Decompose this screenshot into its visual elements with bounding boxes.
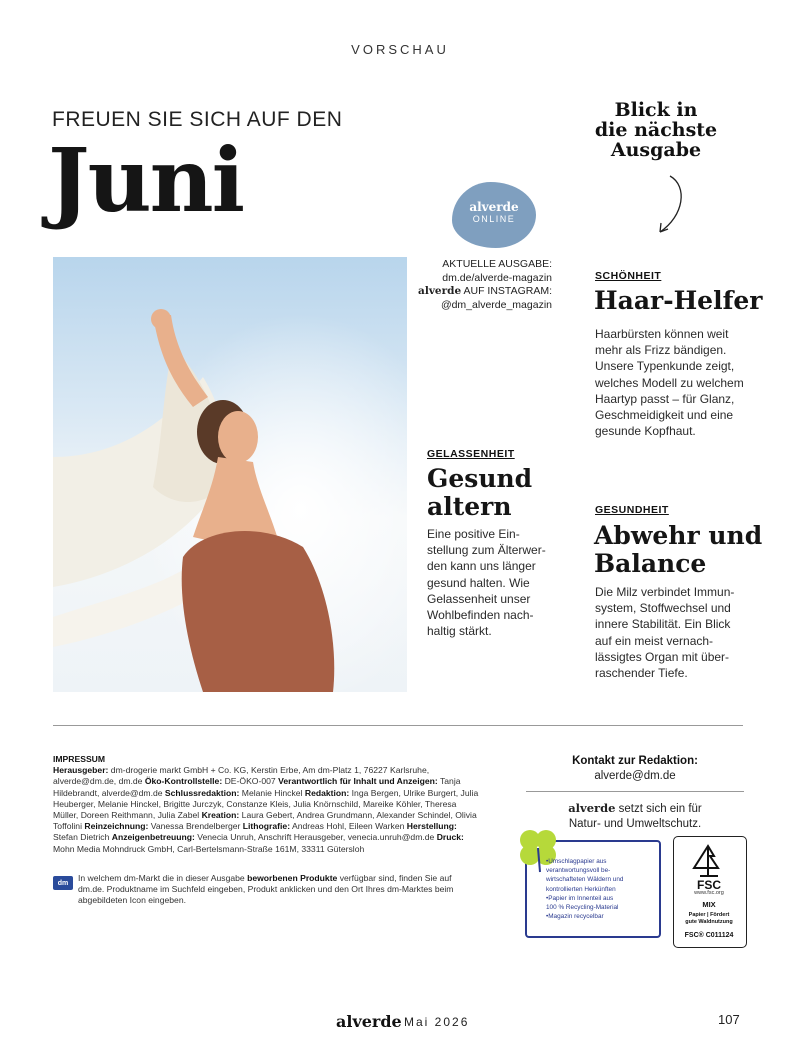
footer-date: Mai 2026 bbox=[404, 1015, 470, 1029]
online-badge-brand: alverde bbox=[469, 200, 519, 214]
label-schlussredaktion: Schlussredaktion: bbox=[164, 787, 240, 798]
instagram-label: AUF INSTAGRAM: bbox=[461, 285, 552, 297]
fsc-code: FSC® C011124 bbox=[684, 932, 734, 939]
body-line: Haarbürsten können weit bbox=[595, 327, 729, 341]
fsc-site: www.fsc.org bbox=[694, 890, 724, 896]
cover-photo bbox=[53, 257, 407, 692]
article-3-title bbox=[594, 522, 762, 578]
article-3-body bbox=[595, 584, 775, 681]
online-line: AKTUELLE AUSGABE: bbox=[442, 258, 552, 270]
eco-label-line: •Umschlagpapier aus bbox=[546, 858, 607, 865]
eco-label-line: wirtschafteten Wäldern und bbox=[546, 876, 624, 884]
fsc-desc bbox=[673, 912, 745, 926]
contact-label: Kontakt zur Redaktion: bbox=[572, 755, 698, 767]
article-2-title bbox=[427, 465, 532, 521]
brand-text: alverde bbox=[418, 285, 462, 297]
label-redaktion: Redaktion: bbox=[304, 787, 350, 798]
body-line: Die Milz verbindet Immun- bbox=[595, 585, 735, 599]
body-line: Geschmeidigkeit und eine bbox=[595, 408, 734, 423]
hero-month: Juni bbox=[48, 128, 244, 232]
body-line: haltig stärkt. bbox=[427, 624, 492, 639]
article-1-body bbox=[595, 326, 775, 439]
label-oeko: Öko-Kontrollstelle: bbox=[144, 776, 223, 787]
body-line: Eine positive Ein- bbox=[427, 527, 520, 541]
body-line: innere Stabilität. Ein Blick bbox=[595, 617, 731, 632]
article-2-body bbox=[427, 526, 577, 639]
label-verantwortlich: Verantwortlich für Inhalt und Anzeigen: bbox=[278, 776, 438, 787]
title-line: Abwehr und bbox=[594, 521, 763, 550]
value-verantwortlich: Tanja Hildebrandt, alverde@dm.de bbox=[53, 776, 461, 798]
instagram-handle[interactable]: @dm_alverde_magazin bbox=[440, 298, 552, 311]
note-line: Ausgabe bbox=[610, 139, 702, 161]
value-oeko: DE-ÖKO-007 bbox=[222, 776, 279, 787]
value-redaktion: Inga Bergen, Ulrike Burgert, Julia Heuberger, Melanie Hinckel, Brigitte Jurczyk, Constanze Kleis, Julia Knörnschild, Mareike Köhler, Theresa Müller, Doreen Reithmann, Julia Zabel bbox=[53, 787, 479, 821]
note-line: Blick in bbox=[614, 99, 698, 121]
impressum-title: IMPRESSUM bbox=[53, 754, 106, 764]
article-3-section: GESUNDHEIT bbox=[595, 504, 669, 516]
value-reinzeichnung: Vanessa Brendelberger bbox=[148, 821, 243, 832]
fsc-tree-icon bbox=[688, 842, 730, 878]
online-info bbox=[410, 258, 552, 312]
contact-email[interactable]: alverde@dm.de bbox=[594, 770, 676, 782]
title-line: Gesund bbox=[427, 464, 533, 493]
eco-label-text bbox=[546, 857, 656, 921]
body-line: mehr als Frizz bändigen. bbox=[595, 343, 727, 358]
impressum-text bbox=[53, 765, 483, 855]
eco-line bbox=[526, 801, 744, 817]
contact-divider bbox=[526, 791, 744, 792]
dm-store-icon: dm bbox=[53, 876, 73, 890]
magazine-link[interactable]: dm.de/alverde-magazin bbox=[442, 271, 552, 284]
body-line: Unsere Typenkunde zeigt, bbox=[595, 359, 735, 374]
body-line: den kann uns länger bbox=[427, 559, 536, 574]
label-anzeigen: Anzeigenbetreuung: bbox=[111, 832, 195, 843]
body-line: Haartyp passt – für Glanz, bbox=[595, 391, 735, 406]
title-line: Haar-Helfer bbox=[594, 286, 763, 315]
eco-line: Natur- und Umweltschutz. bbox=[568, 818, 702, 830]
eco-label-line: 100 % Recycling-Material bbox=[546, 904, 619, 912]
article-1-section: SCHÖNHEIT bbox=[595, 270, 662, 282]
title-line: Balance bbox=[594, 549, 707, 578]
value-anzeigen: Venecia Unruh, Anschrift Herausgeber, venecia.unruh@dm.de bbox=[194, 832, 437, 843]
page-number: 107 bbox=[718, 1012, 740, 1027]
instagram-line bbox=[410, 285, 552, 299]
body-line: Wohlbefinden nach- bbox=[427, 608, 534, 623]
fsc-desc-line: gute Waldnutzung bbox=[685, 919, 733, 925]
label-herstellung: Herstellung: bbox=[406, 821, 457, 832]
dm-note-part: In welchem dm-Markt die in dieser Ausgabe bbox=[78, 873, 248, 883]
value-schlussredaktion: Melanie Hinckel bbox=[239, 787, 305, 798]
value-herstellung: Stefan Dietrich bbox=[53, 832, 112, 843]
impressum bbox=[53, 754, 483, 855]
body-line: gesunde Kopfhaut. bbox=[595, 424, 696, 439]
hero-kicker: FREUEN SIE SICH AUF DEN bbox=[52, 108, 343, 131]
fsc-mix: MIX bbox=[702, 900, 716, 909]
value-lithografie: Andreas Hohl, Eileen Warken bbox=[290, 821, 407, 832]
dm-note bbox=[78, 873, 478, 907]
value-druck: Mohn Media Mohndruck GmbH, Carl-Bertelsmann-Straße 161M, 33311 Gütersloh bbox=[53, 843, 365, 854]
label-druck: Druck: bbox=[436, 832, 464, 843]
body-line: Gelassenheit unser bbox=[427, 591, 531, 606]
section-divider bbox=[53, 725, 743, 726]
label-herausgeber: Herausgeber: bbox=[53, 765, 109, 776]
section-header: VORSCHAU bbox=[351, 42, 449, 57]
label-reinzeichnung: Reinzeichnung: bbox=[84, 821, 149, 832]
dm-note-part: verfügbar sind, finden Sie auf dm.de. Produktname im Suchfeld eingeben, Produkt anklicken und den Ort Ihres dm-Marktes beim abgebildeten Icon eingeben. bbox=[78, 873, 454, 906]
eco-label-line: •Magazin recycelbar bbox=[546, 913, 604, 921]
brand-text: alverde bbox=[568, 801, 616, 815]
body-line: stellung zum Älterwer- bbox=[427, 543, 546, 558]
body-line: gesund halten. Wie bbox=[427, 575, 530, 590]
eco-text: setzt sich ein für bbox=[615, 803, 702, 815]
body-line: welches Modell zu welchem bbox=[595, 375, 744, 390]
article-1-title bbox=[594, 287, 762, 316]
fsc-name: FSC bbox=[697, 878, 721, 892]
body-line: lässigtes Organ mit über- bbox=[595, 649, 730, 664]
article-2-section: GELASSENHEIT bbox=[427, 448, 515, 460]
body-line: auf ein meist vernach- bbox=[595, 633, 714, 648]
eco-label-line: verantwortungsvoll be- bbox=[546, 867, 611, 875]
title-line: altern bbox=[427, 492, 512, 521]
eco-label-line: kontrollierten Herkünften bbox=[546, 885, 616, 893]
footer-brand: alverde bbox=[336, 1012, 402, 1031]
label-lithografie: Lithografie: bbox=[242, 821, 291, 832]
value-herausgeber: dm-drogerie markt GmbH + Co. KG, Kerstin Erbe, Am dm-Platz 1, 76227 Karlsruhe, alverde@dm.de, dm.de bbox=[53, 765, 430, 787]
online-badge-label: ONLINE bbox=[472, 214, 516, 224]
next-issue-note bbox=[586, 100, 726, 160]
body-line: raschender Tiefe. bbox=[595, 666, 688, 681]
curved-arrow-icon bbox=[650, 172, 690, 238]
dm-note-emphasis: beworbenen Produkte bbox=[247, 873, 338, 883]
note-line: die nächste bbox=[594, 119, 718, 141]
eco-label-line: •Papier im Innenteil aus bbox=[546, 894, 614, 902]
body-line: system, Stoffwechsel und bbox=[595, 601, 731, 616]
label-kreation: Kreation: bbox=[201, 810, 240, 821]
fsc-desc-line: Papier | Fördert bbox=[688, 912, 730, 918]
value-kreation: Laura Gebert, Andrea Grundmann, Alexander Schindel, Olivia Toffolini bbox=[53, 810, 477, 832]
woman-photo-illustration bbox=[53, 257, 407, 692]
